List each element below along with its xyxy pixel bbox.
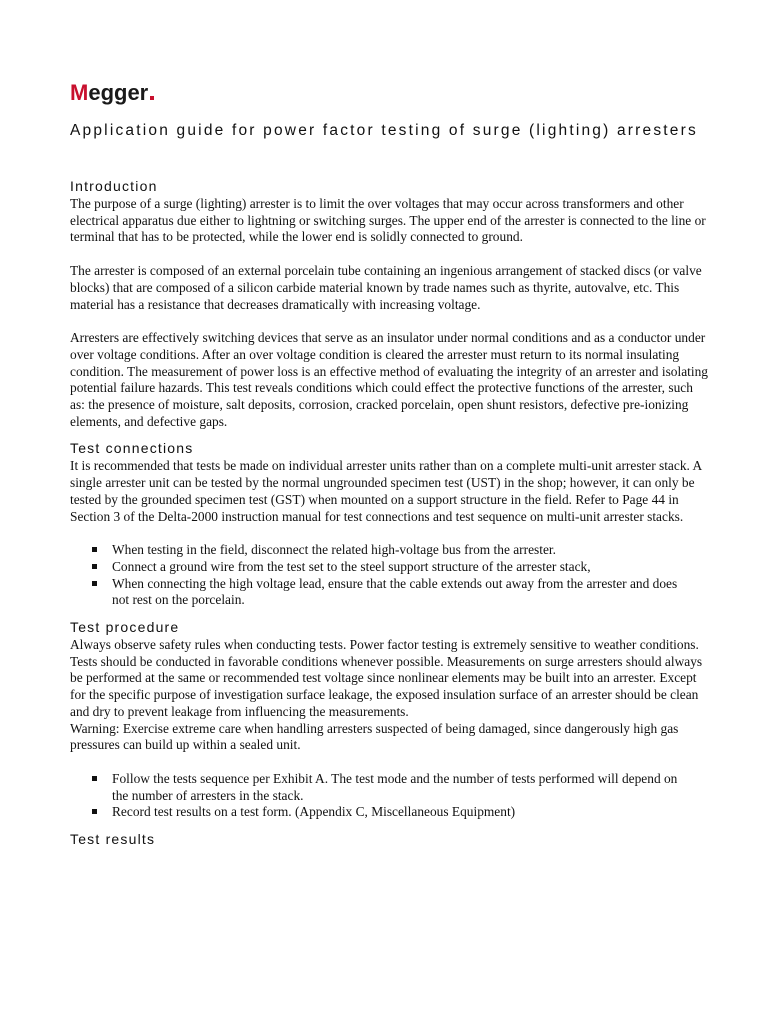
section-heading-test-connections: Test connections (70, 440, 194, 457)
list-item-text: When connecting the high voltage lead, ensure that the cable extends out away from the arrester and does not rest on the porcelain. (112, 575, 678, 608)
megger-logo (70, 80, 154, 106)
test-connections-paragraph: It is recommended that tests be made on individual arrester units rather than on a complete multi-unit arrester stack. A single arrester unit can be tested by the normal ungrounded specimen test (UST) in the shop; however, it can only be tested by the grounded specimen test (GST) when mounted on a support structure in the field. Refer to Page 44 in Section 3 of the Delta-2000 instruction manual for test connections and test sequence on multi-unit arrester stacks. (70, 458, 702, 524)
section-heading-test-results: Test results (70, 831, 156, 848)
list-item-text: When testing in the field, disconnect the related high-voltage bus from the arrester. (112, 542, 556, 558)
intro-paragraph-1: The purpose of a surge (lighting) arrester is to limit the over voltages that may occur across transformers and other electrical apparatus due either to lightning or switching surges. The upper end of the arrester is connected to the line or terminal that has to be protected, while the lower end is solidly connected to ground. (70, 196, 706, 245)
list-item (92, 771, 710, 804)
test-procedure-paragraph: Always observe safety rules when conducting tests. Power factor testing is extremely sensitive to weather conditions. Tests should be conducted in favorable conditions whenever possible. Measurements on surge arresters should always be performed at the same or recommended test voltage since nonlinear elements may be built into an arrester. Except for the specific purpose of investigation surface leakage, the exposed insulation surface of an arrester should be clean and dry to prevent leakage from influencing the measurements. (70, 637, 703, 719)
test-procedure-warning: Warning: Exercise extreme care when handling arresters suspected of being damaged, since dangerously high gas pressures can build up within a sealed unit. (70, 720, 679, 753)
bullet-icon (92, 809, 97, 814)
logo-letter-m: M (70, 80, 89, 105)
section-heading-test-procedure: Test procedure (70, 619, 180, 636)
list-item-text: Follow the tests sequence per Exhibit A. The test mode and the number of tests performed will depend on the number of arresters in the stack. (112, 770, 678, 803)
intro-paragraph-2: The arrester is composed of an external porcelain tube containing an ingenious arrangement of stacked discs (or valve blocks) that are composed of a silicon carbide material known by trade names such as thyrite, autovalve, etc. This material has a resistance that decreases dramatically with increasing voltage. (70, 263, 702, 312)
section-heading-introduction: Introduction (70, 178, 158, 194)
intro-paragraph-3: Arresters are effectively switching devices that serve as an insulator under normal conditions and as a conductor under over voltage conditions. After an over voltage condition is cleared the arrester must return to its normal insulating condition. The measurement of power loss is an effective method of evaluating the integrity of an arrester and isolating potential failure hazards. This test reveals conditions which could effect the protective functions of the arrester, such as: the presence of moisture, salt deposits, corrosion, cracked porcelain, open shunt resistors, defective pre-ionizing elements, and defective gaps. (70, 330, 708, 429)
list-item (92, 542, 710, 559)
bullet-icon (92, 564, 97, 569)
logo-text: egger (88, 80, 149, 105)
document-body (70, 176, 710, 849)
logo-dot-icon (150, 96, 154, 100)
list-item-text: Connect a ground wire from the test set to the steel support structure of the arrester stack, (112, 558, 591, 574)
bullet-icon (92, 776, 97, 781)
test-connections-list (70, 542, 710, 609)
bullet-icon (92, 581, 97, 586)
list-item-text: Record test results on a test form. (Appendix C, Miscellaneous Equipment) (112, 804, 516, 820)
list-item (92, 804, 710, 821)
document-title: Application guide for power factor testing of surge (lighting) arresters (70, 122, 698, 139)
list-item (92, 576, 710, 609)
test-procedure-list (70, 771, 710, 821)
bullet-icon (92, 547, 97, 552)
list-item (92, 559, 710, 576)
